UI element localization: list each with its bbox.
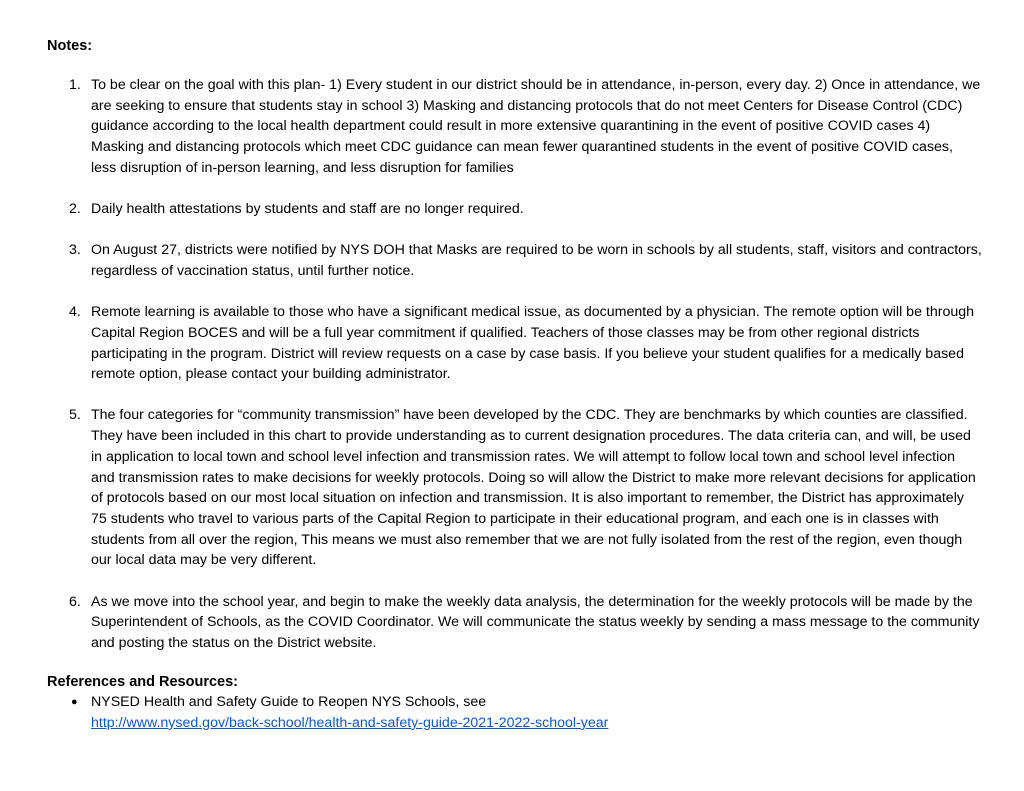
note-text: Remote learning is available to those who have a significant medical issue, as documented by a physician. The remote option will be through Capital Region BOCES and will be a full year commitment if qualified. Teachers of those classes may be from other regional districts participating in the program. District will review requests on a case by case basis. If you believe your student qualifies for a medically based remote option, please contact your building administrator. (91, 304, 975, 383)
note-number: 3. (69, 242, 81, 259)
note-number: 5. (69, 407, 81, 424)
note-item-3 (47, 240, 982, 281)
notes-heading: Notes: (47, 38, 93, 54)
note-item-6 (47, 592, 982, 654)
note-text: The four categories for “community transmission” have been developed by the CDC. They are benchmarks by which counties are classified. They have been included in this chart to provide understanding as to current designation procedures. The data criteria can, and will, be used in application to local town and school level infection and transmission rates. We will attempt to follow local town and school level infection and transmission rates to make decisions for weekly protocols. Doing so will allow the District to make more relevant decisions for application of protocols based on our most local situation on infection and transmission. It is also important to remember, the District has approximately 75 students who travel to various parts of the Capital Region to participate in their educational program, and each one is in classes with students from all over the region, This means we must also remember that we are not fully isolated from the rest of the region, even though our local data may be very different. (91, 407, 976, 569)
note-text: To be clear on the goal with this plan- 1) Every student in our district should be in attendance, in-person, every day. 2) Once in attendance, we are seeking to ensure that students stay in school 3) Masking and distancing protocols that do not meet Centers for Disease Control (CDC) guidance according to the local health department could result in more extensive quarantining in the event of positive COVID cases 4) Masking and distancing protocols which meet CDC guidance can mean fewer quarantined students in the event of positive COVID cases, less disruption of in-person learning, and less disruption for families (91, 77, 981, 176)
note-number: 4. (69, 304, 81, 321)
note-number: 2. (69, 201, 81, 218)
references-heading: References and Resources: (47, 674, 238, 691)
note-item-4 (47, 302, 982, 385)
notes-list (47, 75, 982, 654)
document-page (47, 36, 982, 734)
note-number: 1. (69, 77, 81, 93)
note-number: 6. (69, 593, 81, 610)
note-item-2 (47, 199, 982, 220)
note-item-5 (47, 405, 982, 571)
note-item-1 (47, 75, 982, 179)
bullet-icon: ● (71, 696, 78, 709)
reference-item (47, 692, 982, 733)
note-text: Daily health attestations by students and staff are no longer required. (91, 201, 524, 218)
note-text: On August 27, districts were notified by NYS DOH that Masks are required to be worn in schools by all students, staff, visitors and contractors, regardless of vaccination status, until further notice. (91, 242, 982, 279)
references-list (47, 692, 982, 733)
note-text: As we move into the school year, and begin to make the weekly data analysis, the determination for the weekly protocols will be made by the Superintendent of Schools, as the COVID Coordinator. We will communicate the status weekly by sending a mass message to the community and posting the status on the District website. (91, 593, 980, 651)
nysed-guide-link[interactable]: http://www.nysed.gov/back-school/health-and-safety-guide-2021-2022-school-year (91, 714, 609, 731)
reference-text: NYSED Health and Safety Guide to Reopen NYS Schools, see (91, 694, 487, 711)
